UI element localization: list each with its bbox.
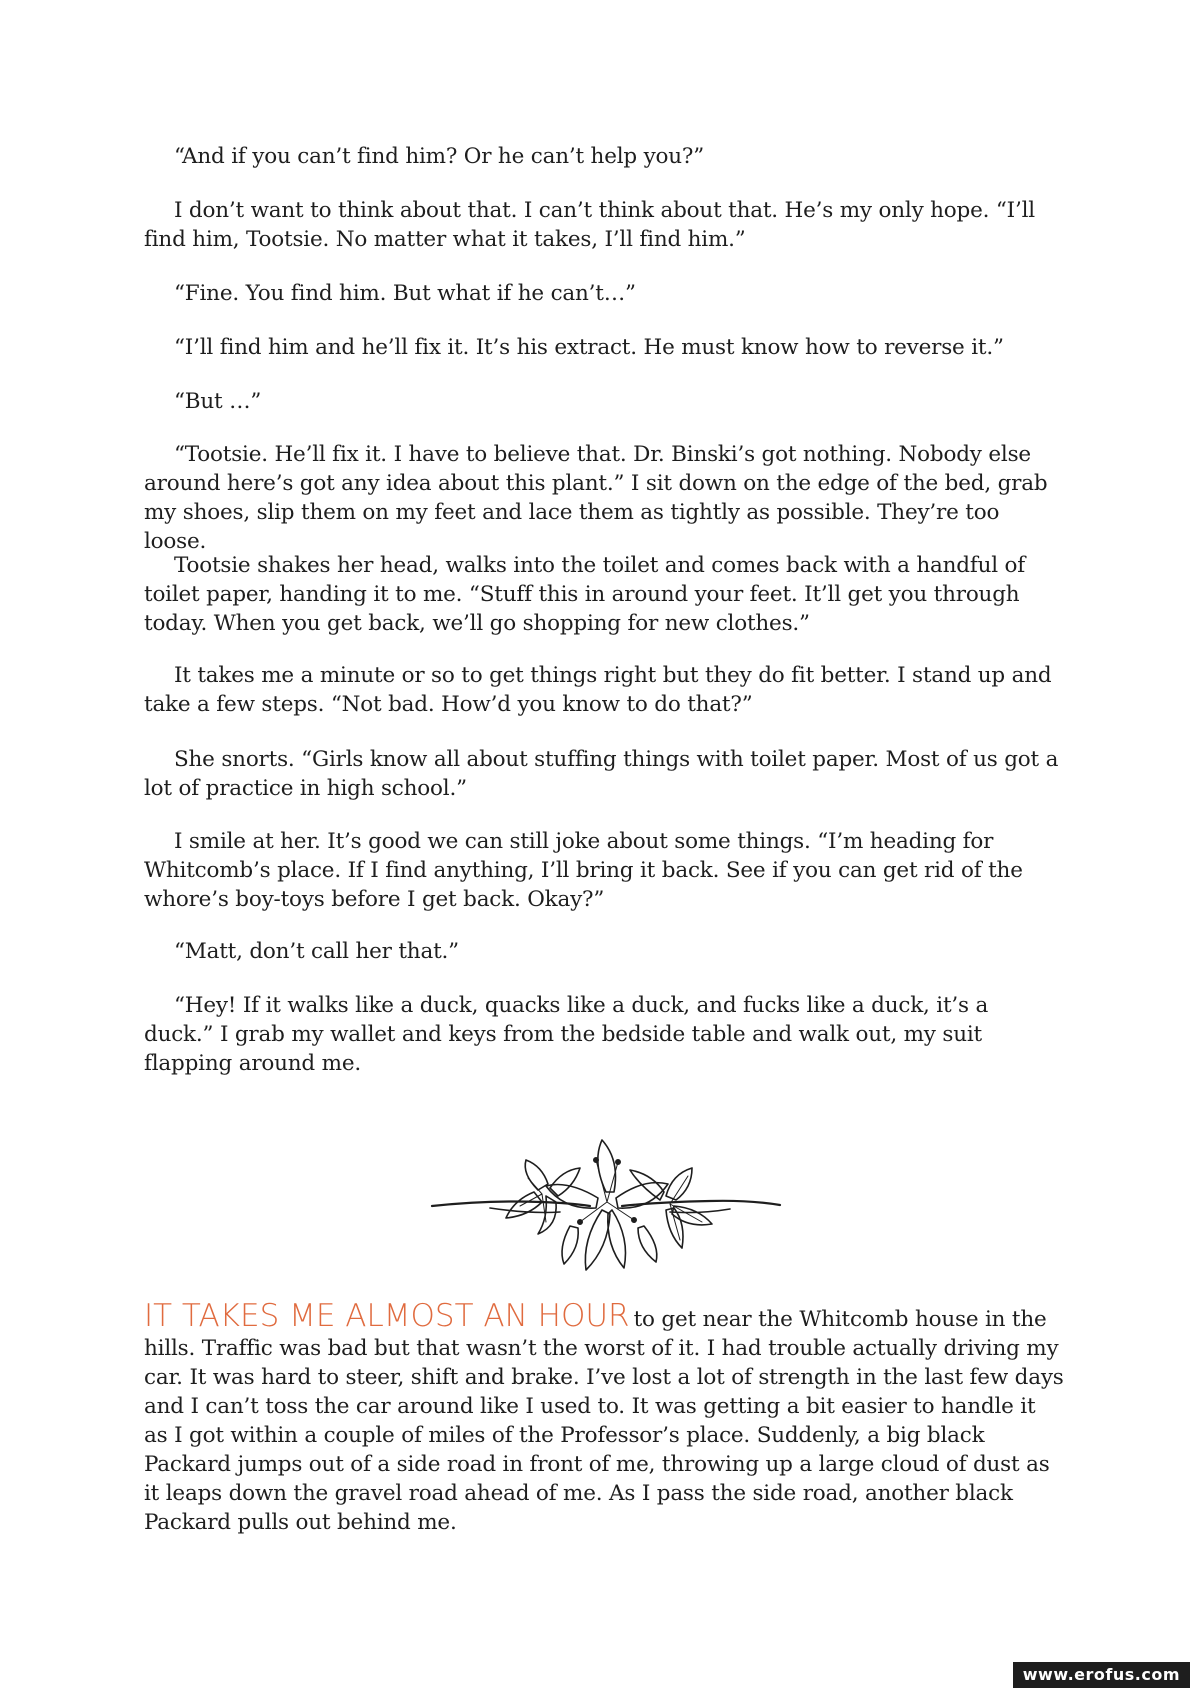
section-lead-in: IT TAKES ME ALMOST AN HOUR <box>144 1298 630 1334</box>
paragraph-7: Tootsie shakes her head, walks into the toilet and comes back with a handful of toilet paper, handing it to me. “Stuff this in around your feet. It’ll get you through today. When you get back, we’ll go shopping for new clothes.” <box>144 553 1026 636</box>
watermark: www.erofus.com <box>1013 1662 1190 1688</box>
paragraph-2: I don’t want to think about that. I can’t think about that. He’s my only hope. “I’ll find him, Tootsie. No matter what it takes, I’ll find him.” <box>144 198 1035 252</box>
paragraph-1: “And if you can’t find him? Or he can’t help you?” <box>174 144 705 169</box>
section-opening-paragraph <box>144 1298 1064 1537</box>
paragraph-6: “Tootsie. He’ll fix it. I have to believe that. Dr. Binski’s got nothing. Nobody else around here’s got any idea about this plant.” I sit down on the edge of the bed, grab my shoes, slip them on my feet and lace them as tightly as possible. They’re too loose. <box>144 442 1048 554</box>
paragraph-11: “Matt, don’t call her that.” <box>174 939 459 964</box>
lily-flower-ornament-icon <box>430 1130 782 1282</box>
paragraph-10: I smile at her. It’s good we can still joke about some things. “I’m heading for Whitcomb’s place. If I find anything, I’ll bring it back. See if you can get rid of the whore’s boy-toys before I get back. Okay?” <box>144 829 1023 912</box>
paragraph-8: It takes me a minute or so to get things right but they do fit better. I stand up and take a few steps. “Not bad. How’d you know to do that?” <box>144 663 1052 717</box>
paragraph-3: “Fine. You find him. But what if he can’t…” <box>174 281 636 306</box>
section-body: to get near the Whitcomb house in the hills. Traffic was bad but that wasn’t the worst of it. I had trouble actually driving my car. It was hard to steer, shift and brake. I’ve lost a lot of strength in the last few days and I can’t toss the car around like I used to. It was getting a bit easier to handle it as I got within a couple of miles of the Professor’s place. Suddenly, a big black Packard jumps out of a side road in front of me, throwing up a large cloud of dust as it leaps down the gravel road ahead of me. As I pass the side road, another black Packard pulls out behind me. <box>144 1307 1064 1535</box>
paragraph-5: “But …” <box>174 389 262 414</box>
paragraph-12: “Hey! If it walks like a duck, quacks like a duck, and fucks like a duck, it’s a duck.” I grab my wallet and keys from the bedside table and walk out, my suit flapping around me. <box>144 993 989 1076</box>
paragraph-4: “I’ll find him and he’ll fix it. It’s his extract. He must know how to reverse it.” <box>174 335 1004 360</box>
paragraph-9: She snorts. “Girls know all about stuffing things with toilet paper. Most of us got a lot of practice in high school.” <box>144 747 1059 801</box>
